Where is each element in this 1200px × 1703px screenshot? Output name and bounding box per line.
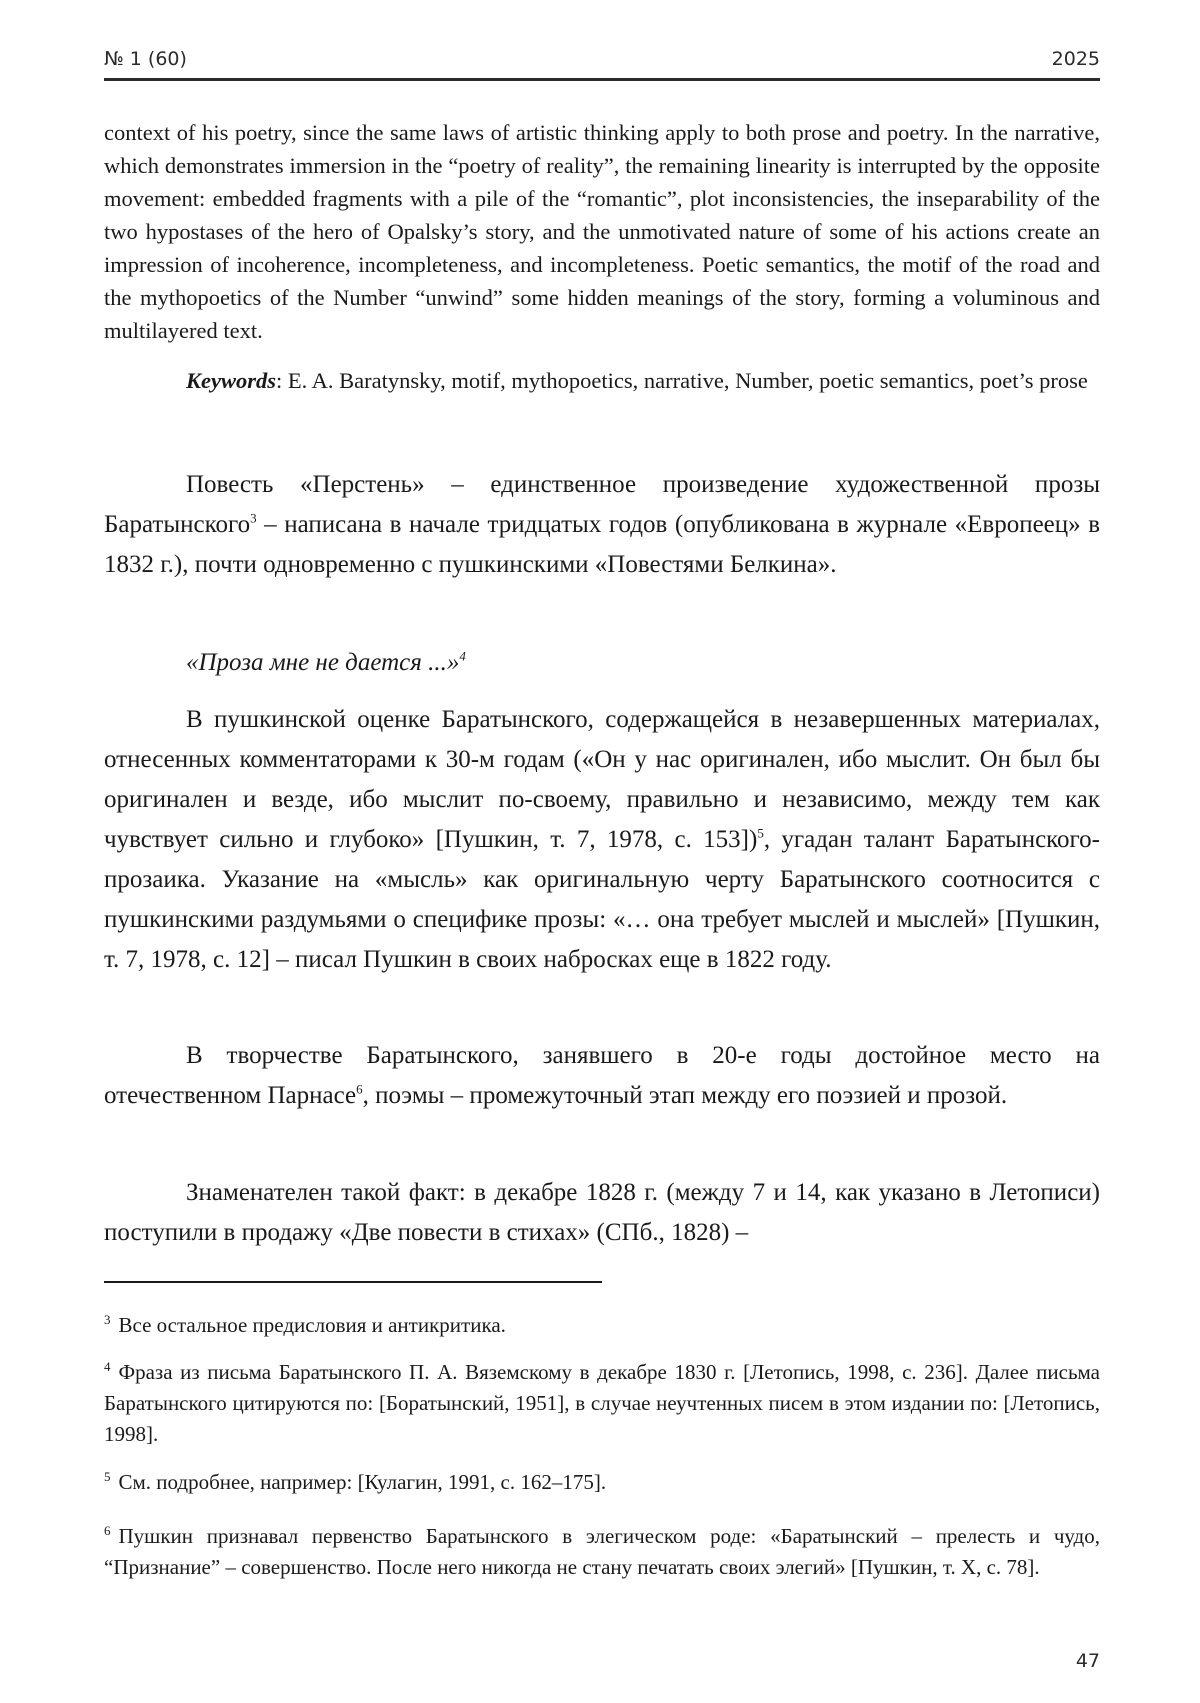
footnote-text: Пушкин признавал первенство Баратынского в элегическом роде: «Баратынский – прелесть и чудо, “Признание” – совершенство. После него никогда не стану печатать своих элегий» [Пушкин, т. X, с. 78]. — [104, 1524, 1100, 1579]
footnote-ref-4[interactable]: 4 — [459, 648, 466, 664]
footnote-number: 3 — [104, 1312, 111, 1327]
running-header — [104, 46, 1100, 81]
body-text-span: , угадан талант Баратынского-прозаика. Указание на «мысль» как оригинальную черту Баратынского соотносится с пушкинскими раздумьями о специфике прозы: «… она требует мыслей и мыслей» [Пушкин, т. 7, 1978, с. 12] – писал Пушкин в своих набросках еще в 1822 году. — [104, 826, 1100, 973]
heading-text: «Проза мне не дается ...» — [186, 649, 460, 676]
footnote-divider — [104, 1281, 602, 1283]
footnote-text: Фраза из письма Баратынского П. А. Вяземскому в декабре 1830 г. [Летопись, 1998, с. 236]. Далее письма Баратынского цитируются по: [Боратынский, 1951], в случае неучтенных писем в этом издании по: [Летопись, 1998]. — [104, 1360, 1100, 1446]
footnote-number: 5 — [104, 1469, 111, 1484]
body-text-span: – написана в начале тридцатых годов (опубликована в журнале «Европеец» в 1832 г.), почти одновременно с пушкинскими «Повестями Белкина». — [104, 511, 1100, 578]
body-text-span: В пушкинской оценке Баратынского, содержащейся в незавершенных материалах, отнесенных комментаторами к 30-м годам («Он у нас оригинален, ибо мыслит. Он был бы оригинален и везде, ибо мыслит по-своему, правильно и независимо, между тем как чувствует сильно и глубоко» [Пушкин, т. 7, 1978, с. 153]) — [104, 706, 1100, 853]
body-paragraph-3 — [104, 700, 1100, 980]
footnote-5 — [104, 1467, 1100, 1498]
footnote-number: 4 — [104, 1359, 111, 1374]
body-paragraph-1 — [104, 465, 1100, 585]
footnote-ref-6[interactable]: 6 — [356, 1081, 363, 1097]
footnote-text: См. подробнее, например: [Кулагин, 1991, с. 162–175]. — [118, 1470, 607, 1494]
body-text-span: , поэмы – промежуточный этап между его поэзией и прозой. — [362, 1082, 1008, 1109]
page-number: 47 — [1075, 1650, 1100, 1672]
footnote-4 — [104, 1357, 1100, 1450]
body-text-span: Повесть «Перстень» – единственное произведение художественной прозы Баратынского — [104, 471, 1100, 538]
abstract-paragraph: context of his poetry, since the same laws of artistic thinking apply to both prose and poetry. In the narrative, which demonstrates immersion in the “poetry of reality”, the remaining linearity is interrupted by the opposite movement: embedded fragments with a pile of the “romantic”, plot inconsistencies, the inseparability of the two hypostases of the hero of Opalsky’s story, and the unmotivated nature of some of his actions create an impression of incoherence, incompleteness, and incompleteness. Poetic semantics, the motif of the road and the mythopoetics of the Number “unwind” some hidden meanings of the story, forming a voluminous and multilayered text. — [104, 120, 1100, 343]
footnote-6 — [104, 1521, 1100, 1583]
keywords-label: Keywords — [186, 368, 276, 393]
footnote-ref-5[interactable]: 5 — [757, 825, 764, 841]
footnote-3 — [104, 1310, 1100, 1341]
body-text-span: В творчестве Баратынского, занявшего в 20-е годы достойное место на отечественном Парнасе — [104, 1042, 1100, 1109]
body-paragraph-4 — [104, 1036, 1100, 1116]
keywords-text: : E. A. Baratynsky, motif, mythopoetics, narrative, Number, poetic semantics, poet’s prose — [276, 368, 1088, 393]
publication-year: 2025 — [1051, 48, 1100, 70]
issue-number: № 1 (60) — [104, 48, 187, 70]
footnote-text: Все остальное предисловия и антикритика. — [118, 1313, 506, 1337]
keywords-paragraph — [104, 364, 1100, 397]
footnote-ref-3[interactable]: 3 — [250, 510, 257, 526]
footnote-number: 6 — [104, 1523, 111, 1538]
body-paragraph-5: Знаменателен такой факт: в декабре 1828 г. (между 7 и 14, как указано в Летописи) поступили в продажу «Две повести в стихах» (СПб., 1828) – — [104, 1179, 1100, 1246]
section-heading-quote — [104, 643, 1100, 683]
